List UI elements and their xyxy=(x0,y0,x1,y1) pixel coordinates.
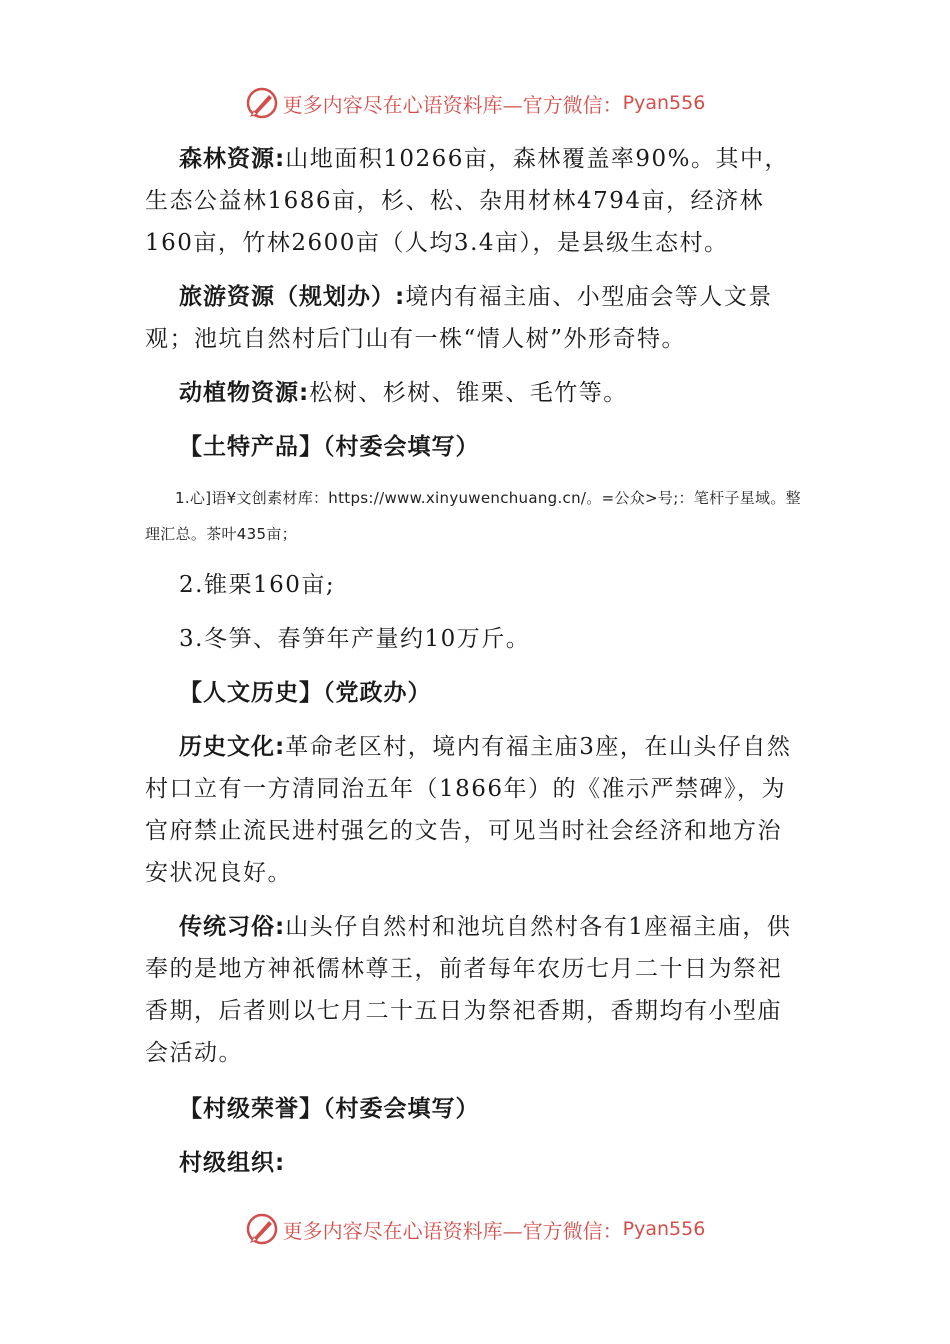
heading-specialty: 【土特产品】（村委会填写） xyxy=(179,434,480,460)
pen-logo-icon xyxy=(245,86,279,120)
text-customs: 山头仔自然村和池坑自然村各有1座福主庙，供奉的是地方神祇儒林尊王，前者每年农历七月二十日为祭祀香期，后者则以七月二十五日为祭祀香期，香期均有小型庙会活动。 xyxy=(145,914,792,1066)
watermark-header xyxy=(0,83,950,123)
document-body xyxy=(145,138,805,1184)
specialty-item-1: 1.心]语¥文创素材库：https://www.xinyuwenchuang.cn/。=公众>号;：笔杆子星域。整理汇总。茶叶435亩； xyxy=(145,489,801,543)
watermark-text: 更多内容尽在心语资料库—官方微信： xyxy=(282,92,623,117)
label-customs: 传统习俗: xyxy=(179,914,286,940)
paragraph-tourism xyxy=(145,276,805,360)
heading-history: 【人文历史】（党政办） xyxy=(179,680,432,706)
watermark-handle: Pyan556 xyxy=(622,1218,706,1240)
watermark-handle: Pyan556 xyxy=(622,92,706,114)
paragraph-customs xyxy=(145,906,805,1074)
label-tourism: 旅游资源（规划办）: xyxy=(179,284,406,310)
watermark-text: 更多内容尽在心语资料库—官方微信： xyxy=(282,1218,623,1243)
paragraph-history xyxy=(145,726,805,894)
paragraph-forest xyxy=(145,138,805,264)
text-history: 革命老区村，境内有福主庙3座，在山头仔自然村口立有一方清同治五年（1866年）的《准示严禁碑》，为官府禁止流民进村强乞的文告，可见当时社会经济和地方治安状况良好。 xyxy=(145,734,792,886)
label-forest: 森林资源: xyxy=(179,146,286,172)
label-flora: 动植物资源: xyxy=(179,380,310,406)
text-flora: 松树、杉树、锥栗、毛竹等。 xyxy=(309,380,628,406)
paragraph-flora xyxy=(145,372,805,414)
heading-honor: 【村级荣誉】（村委会填写） xyxy=(179,1096,480,1122)
label-history: 历史文化: xyxy=(179,734,286,760)
specialty-item-2: 2.锥栗160亩; xyxy=(179,572,336,598)
label-org: 村级组织: xyxy=(179,1150,286,1176)
pen-logo-icon xyxy=(245,1212,279,1246)
text-tourism: 境内有福主庙、小型庙会等人文景观；池坑自然村后门山有一株“情人树”外形奇特。 xyxy=(145,284,773,352)
specialty-item-3: 3.冬笋、春笋年产量约10万斤。 xyxy=(179,626,531,652)
text-forest: 山地面积10266亩，森林覆盖率90%。其中，生态公益林1686亩，杉、松、杂用材林4794亩，经济林160亩，竹林2600亩（人均3.4亩），是县级生态村。 xyxy=(145,146,789,256)
watermark-footer xyxy=(0,1209,950,1249)
